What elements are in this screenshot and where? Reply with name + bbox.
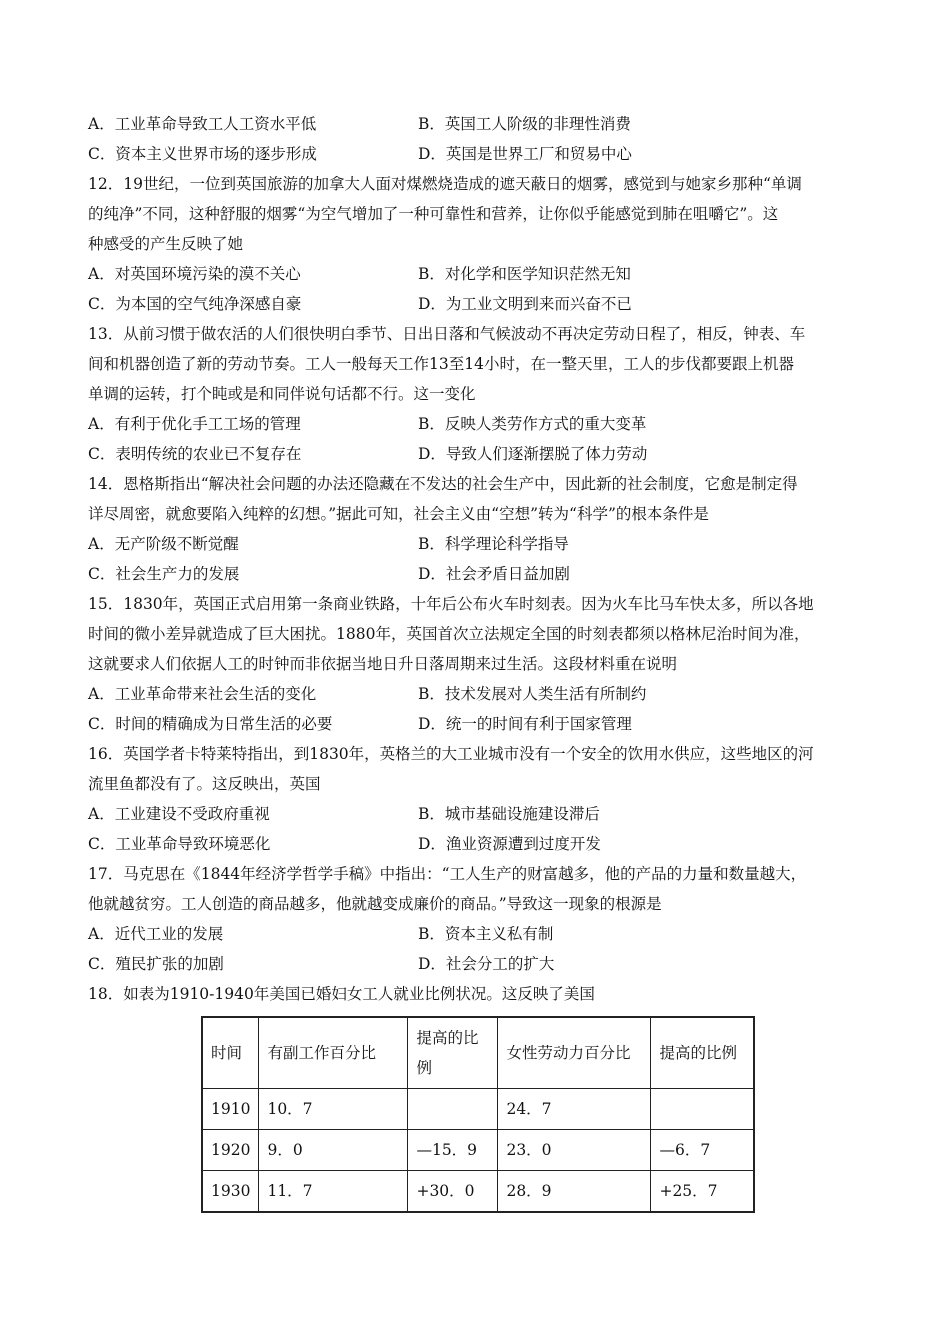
option-row <box>88 799 868 829</box>
question-stem-line: 15．1830年，英国正式启用第一条商业铁路，十年后公布火车时刻表。因为火车比马车快太多，所以各地 <box>88 595 814 613</box>
option-row <box>88 439 868 469</box>
table-cell: —15．9 <box>408 1130 498 1171</box>
answer-option-B: B．科学理论科学指导 <box>418 535 569 553</box>
answer-option-C: C．殖民扩张的加剧 <box>88 955 224 973</box>
question-stem-line: 种感受的产生反映了她 <box>88 235 244 253</box>
answer-option-A: A．近代工业的发展 <box>88 925 224 943</box>
answer-option-C: C．工业革命导致环境恶化 <box>88 835 271 853</box>
answer-option-D: D．英国是世界工厂和贸易中心 <box>418 145 632 163</box>
question-stem-line: 16．英国学者卡特莱特指出，到1830年，英格兰的大工业城市没有一个安全的饮用水供应，这些地区的河 <box>88 745 814 763</box>
answer-option-D: D．为工业文明到来而兴奋不已 <box>418 295 632 313</box>
answer-option-D: D．渔业资源遭到过度开发 <box>418 835 601 853</box>
table-cell: +30．0 <box>408 1171 498 1213</box>
table-cell: +25．7 <box>651 1171 755 1213</box>
question-12 <box>88 169 868 319</box>
question-11 <box>88 109 868 169</box>
answer-option-B: B．对化学和医学知识茫然无知 <box>418 265 631 283</box>
option-row <box>88 529 868 559</box>
answer-option-B: B．技术发展对人类生活有所制约 <box>418 685 647 703</box>
answer-option-B: B．英国工人阶级的非理性消费 <box>418 115 631 133</box>
answer-option-C: C．表明传统的农业已不复存在 <box>88 445 302 463</box>
table-cell: 1930 <box>202 1171 259 1213</box>
header-cell: 提高的比例 <box>408 1017 498 1089</box>
question-stem-line: 流里鱼都没有了。这反映出，英国 <box>88 775 321 793</box>
header-cell <box>498 1017 651 1089</box>
header-cell: 时间 <box>202 1017 259 1089</box>
question-stem-line: 单调的运转，打个盹或是和同伴说句话都不行。这一变化 <box>88 385 476 403</box>
option-row <box>88 559 868 589</box>
option-row <box>88 679 868 709</box>
question-stem-line: 详尽周密，就愈要陷入纯粹的幻想。”据此可知，社会主义由“空想”转为“科学”的根本条件是 <box>88 505 709 523</box>
table-cell: 24．7 <box>498 1089 651 1130</box>
table-row <box>202 1089 754 1130</box>
answer-option-A: A．工业革命带来社会生活的变化 <box>88 685 317 703</box>
table-cell <box>408 1089 498 1130</box>
exam-document <box>88 109 868 1009</box>
answer-option-C: C．时间的精确成为日常生活的必要 <box>88 715 333 733</box>
option-row <box>88 919 868 949</box>
table-cell: 1910 <box>202 1089 259 1130</box>
header-text: 女性劳动力百分比 <box>506 1044 631 1062</box>
table-cell: —6．7 <box>651 1130 755 1171</box>
answer-option-C: C．资本主义世界市场的逐步形成 <box>88 145 317 163</box>
answer-option-D: D．统一的时间有利于国家管理 <box>418 715 632 733</box>
answer-option-B: B．资本主义私有制 <box>418 925 554 943</box>
question-stem-line: 12．19世纪，一位到英国旅游的加拿大人面对煤燃烧造成的遮天蔽日的烟雾，感觉到与她家乡那种“单调 <box>88 175 802 193</box>
answer-option-D: D．社会分工的扩大 <box>418 955 555 973</box>
table-cell: 10．7 <box>259 1089 408 1130</box>
option-row <box>88 289 868 319</box>
answer-option-D: D．社会矛盾日益加剧 <box>418 565 570 583</box>
table-cell <box>651 1089 755 1130</box>
option-row <box>88 409 868 439</box>
question-stem-line: 的纯净”不同，这种舒服的烟雾“为空气增加了一种可靠性和营养，让你似乎能感觉到肺在咀嚼它”。这 <box>88 205 779 223</box>
question-stem-line: 间和机器创造了新的劳动节奏。工人一般每天工作13至14小时，在一整天里，工人的步伐都要跟上机器 <box>88 355 794 373</box>
option-row <box>88 829 868 859</box>
table-cell: 23．0 <box>498 1130 651 1171</box>
option-row <box>88 109 868 139</box>
answer-option-D: D．导致人们逐渐摆脱了体力劳动 <box>418 445 648 463</box>
table-cell: 1920 <box>202 1130 259 1171</box>
table-cell: 28．9 <box>498 1171 651 1213</box>
answer-option-C: C．为本国的空气纯净深感自豪 <box>88 295 302 313</box>
question-14 <box>88 469 868 589</box>
question-stem-line: 14．恩格斯指出“解决社会问题的办法还隐藏在不发达的社会生产中，因此新的社会制度，它愈是制定得 <box>88 475 798 493</box>
answer-option-B: B．反映人类劳作方式的重大变革 <box>418 415 647 433</box>
option-row <box>88 259 868 289</box>
answer-option-A: A．工业革命导致工人工资水平低 <box>88 115 317 133</box>
question-16 <box>88 739 868 859</box>
question-stem-line: 18．如表为1910-1940年美国已婚妇女工人就业比例状况。这反映了美国 <box>88 985 595 1003</box>
answer-option-B: B．城市基础设施建设滞后 <box>418 805 600 823</box>
header-cell: 有副工作百分比 <box>259 1017 408 1089</box>
table-cell: 11．7 <box>259 1171 408 1213</box>
table-cell: 9．0 <box>259 1130 408 1171</box>
option-row <box>88 709 868 739</box>
table-header-row <box>202 1017 754 1089</box>
answer-option-A: A．有利于优化手工工场的管理 <box>88 415 301 433</box>
question-stem-line: 13．从前习惯于做农活的人们很快明白季节、日出日落和气候波动不再决定劳动日程了，相反，钟表、车 <box>88 325 806 343</box>
question-stem-line: 时间的微小差异就造成了巨大困扰。1880年，英国首次立法规定全国的时刻表都须以格林尼治时间为准， <box>88 625 810 643</box>
option-row <box>88 949 868 979</box>
answer-option-C: C．社会生产力的发展 <box>88 565 240 583</box>
table-row <box>202 1171 754 1213</box>
answer-option-A: A．无产阶级不断觉醒 <box>88 535 239 553</box>
question-17 <box>88 859 868 979</box>
answer-option-A: A．对英国环境污染的漠不关心 <box>88 265 301 283</box>
question-18 <box>88 979 868 1009</box>
question-stem-line: 17．马克思在《1844年经济学哲学手稿》中指出：“工人生产的财富越多，他的产品的力量和数量越大， <box>88 865 807 883</box>
employment-table <box>201 1016 755 1213</box>
option-row <box>88 139 868 169</box>
question-stem-line: 这就要求人们依据人工的时钟而非依据当地日升日落周期来过生活。这段材料重在说明 <box>88 655 678 673</box>
question-15 <box>88 589 868 739</box>
answer-option-A: A．工业建设不受政府重视 <box>88 805 270 823</box>
question-13 <box>88 319 868 469</box>
question-stem-line: 他就越贫穷。工人创造的商品越多，他就越变成廉价的商品。”导致这一现象的根源是 <box>88 895 662 913</box>
table-row <box>202 1130 754 1171</box>
header-cell: 提高的比例 <box>651 1017 755 1089</box>
